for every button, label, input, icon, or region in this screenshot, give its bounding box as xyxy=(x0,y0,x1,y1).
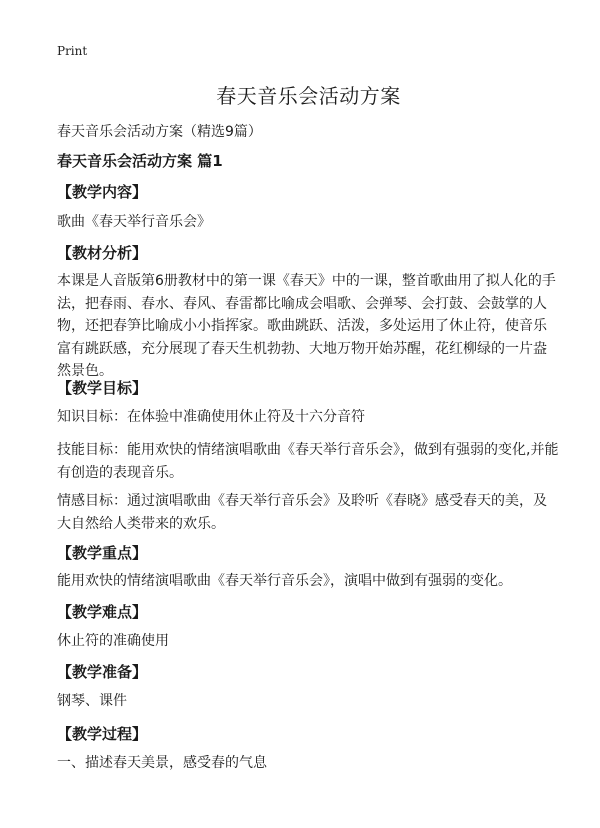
page-title: 春天音乐会活动方案 xyxy=(216,84,401,108)
process-step-1: 一、描述春天美景，感受春的气息 xyxy=(57,755,267,771)
print-link[interactable]: Print xyxy=(57,44,88,58)
heading-process: 【教学过程】 xyxy=(57,725,148,743)
goal-skill: 技能目标：能用欢快的情绪演唱歌曲《春天举行音乐会》，做到有强弱的变化,并能有创造的表现音乐。 xyxy=(57,442,559,481)
goal-emotion: 情感目标：通过演唱歌曲《春天举行音乐会》及聆听《春晓》感受春天的美，及大自然给人类带来的欢乐。 xyxy=(57,493,547,532)
prep-text: 钢琴、课件 xyxy=(57,693,127,709)
heading-goals: 【教学目标】 xyxy=(57,379,148,397)
heading-key: 【教学重点】 xyxy=(57,544,148,562)
heading-prep: 【教学准备】 xyxy=(57,663,148,681)
heading-difficulty: 【教学难点】 xyxy=(57,603,148,621)
analysis-text: 本课是人音版第6册教材中的第一课《春天》中的一课，整首歌曲用了拟人化的手法，把春雨、春水、春风、春雷都比喻成会唱歌、会弹琴、会打鼓、会鼓掌的人物，还把春笋比喻成小小指挥家。歌曲跳跃、活泼，多处运用了休止符，使音乐富有跳跃感，充分展现了春天生机勃勃、大地万物开始苏醒，花红柳绿的一片盎然景色。 xyxy=(57,273,556,379)
document-subtitle: 春天音乐会活动方案（精选9篇） xyxy=(57,124,262,140)
heading-analysis: 【教材分析】 xyxy=(57,244,148,262)
goal-knowledge: 知识目标：在体验中准确使用休止符及十六分音符 xyxy=(57,409,365,425)
key-text: 能用欢快的情绪演唱歌曲《春天举行音乐会》，演唱中做到有强弱的变化。 xyxy=(57,573,512,589)
difficulty-text: 休止符的准确使用 xyxy=(57,633,169,649)
heading-content: 【教学内容】 xyxy=(57,183,148,201)
content-text: 歌曲《春天举行音乐会》 xyxy=(57,214,211,230)
section-title: 春天音乐会活动方案 篇1 xyxy=(57,152,223,170)
